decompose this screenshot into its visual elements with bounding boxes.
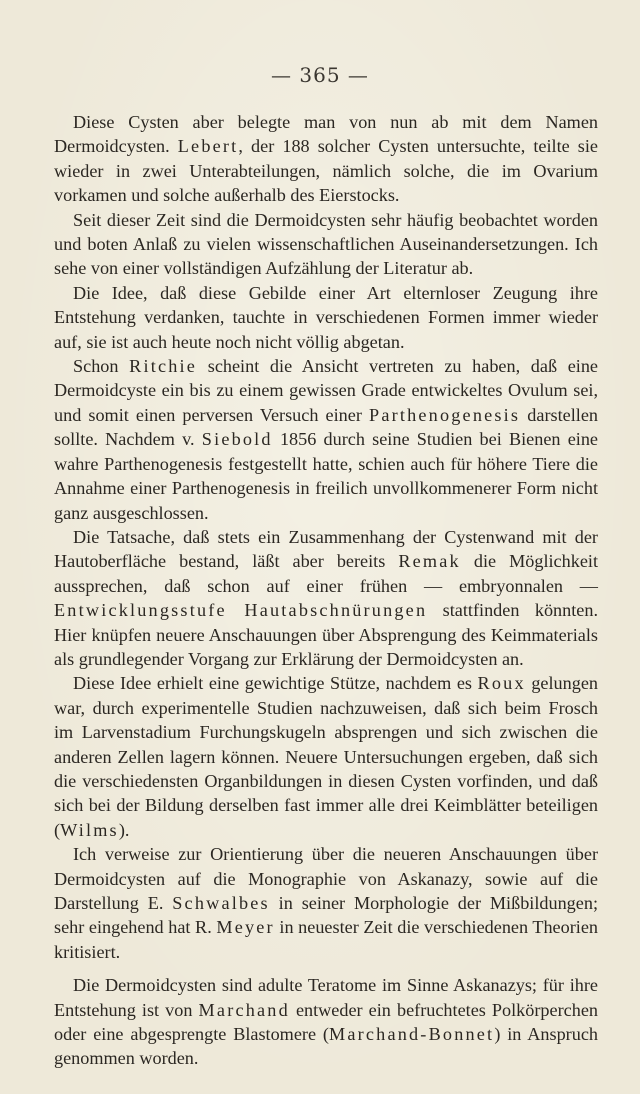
- paragraph: [54, 973, 598, 1071]
- text-run: ).: [118, 819, 130, 840]
- emphasized-term: Entwicklungsstufe Hautabschnürungen: [54, 600, 428, 621]
- author-name: Wilms: [60, 819, 119, 840]
- text-run: in neuester Zeit die verschiedenen Theorien kritisiert.: [54, 917, 598, 962]
- text-run: Ich verweise zur Orientierung über die neueren Anschauungen über Dermoidcysten auf die Monographie von Askanazy, sowie auf die Darstellung E.: [54, 844, 598, 913]
- author-name: Remak: [398, 551, 461, 572]
- text-run: ) in Anspruch genommen worden.: [54, 1024, 598, 1069]
- text-run: in seiner Morphologie der Mißbildungen; sehr eingehend hat R.: [54, 893, 598, 938]
- text-run: Diese Cysten aber belegte man von nun ab mit dem Namen Dermoidcysten.: [54, 112, 598, 157]
- text-run: Die Idee, daß diese Gebilde einer Art elternloser Zeugung ihre Entstehung verdanken, tauchte in verschiedenen Formen immer wieder auf, sie ist auch heute noch nicht völlig abgetan.: [54, 282, 598, 352]
- author-name: Lebert: [177, 136, 239, 157]
- text-run: Seit dieser Zeit sind die Dermoidcysten sehr häufig beobachtet worden und boten Anlaß zu vielen wissenschaftlichen Auseinandersetzungen. Ich sehe von einer vollständigen Aufzählung der Literatur ab.: [54, 209, 598, 279]
- text-run: gelungen war, durch experimentelle Studien nachzuweisen, daß sich beim Frosch im Larvenstadium Furchungskugeln absprengen und sich zwischen die anderen Zellen lagern können. Neuere Untersuchungen ergeben, daß sich die verschiedensten Organbildungen in diesen Cysten vorfinden, und daß sich bei der Bildung derselben fast immer alle drei Keimblätter beteiligen (: [54, 673, 598, 840]
- text-run: stattfinden könnten. Hier knüpfen neuere Anschauungen über Absprengung des Keimmaterials als grundlegender Vorgang zur Erklärung der Dermoidcysten an.: [54, 600, 598, 669]
- author-name: Schwalbes: [172, 893, 270, 913]
- paragraph: [54, 110, 598, 208]
- text-run: scheint die Ansicht vertreten zu haben, daß eine Dermoidcyste ein bis zu einem gewissen Grade entwickeltes Ovulum sei, und somit einen perversen Versuch einer: [54, 356, 598, 425]
- paragraph: [54, 208, 598, 281]
- author-name: Roux: [477, 673, 526, 694]
- paragraph: [54, 354, 598, 525]
- text-run: , der 188 solcher Cysten untersuchte, teilte sie wieder in zwei Unterabteilungen, nämlich solche, die im Ovarium vorkamen und solche außerhalb des Eierstocks.: [54, 136, 598, 206]
- author-name: Siebold: [201, 429, 273, 450]
- author-name: Ritchie: [129, 356, 198, 377]
- paragraph: [54, 525, 598, 671]
- text-run: entweder ein befruchtetes Polkörperchen oder eine abgesprengte Blastomere (: [54, 999, 598, 1045]
- page-number: — 365 —: [271, 63, 369, 87]
- text-run: Schon: [73, 356, 130, 377]
- text-run: Diese Idee erhielt eine gewichtige Stütze, nachdem es: [73, 673, 478, 694]
- text-run: die Möglichkeit aussprechen, daß schon auf einer frühen — embryonnalen —: [54, 551, 598, 596]
- paragraph: [54, 671, 598, 842]
- body-text: [54, 110, 598, 1071]
- author-name: Meyer: [216, 917, 275, 938]
- text-run: darstellen sollte. Nachdem v.: [54, 404, 599, 450]
- author-name: Marchand: [198, 999, 290, 1020]
- paragraph: [54, 842, 598, 964]
- text-run: Die Tatsache, daß stets ein Zusammenhang der Cystenwand mit der Hautoberfläche bestand, läßt aber bereits: [54, 526, 598, 572]
- text-run: 1856 durch seine Studien bei Bienen eine wahre Parthenogenesis festgestellt hatte, schien auch für höhere Tiere die Annahme einer Parthenogenesis in freilich unvollkommenerer Form nicht ganz ausgeschlossen.: [54, 429, 598, 523]
- paragraph: [54, 281, 598, 354]
- emphasized-term: Parthenogenesis: [369, 404, 521, 425]
- author-name: Marchand-Bonnet: [328, 1024, 495, 1045]
- text-run: Die Dermoidcysten sind adulte Teratome im Sinne Askanazys; für ihre Entstehung ist von: [54, 975, 598, 1020]
